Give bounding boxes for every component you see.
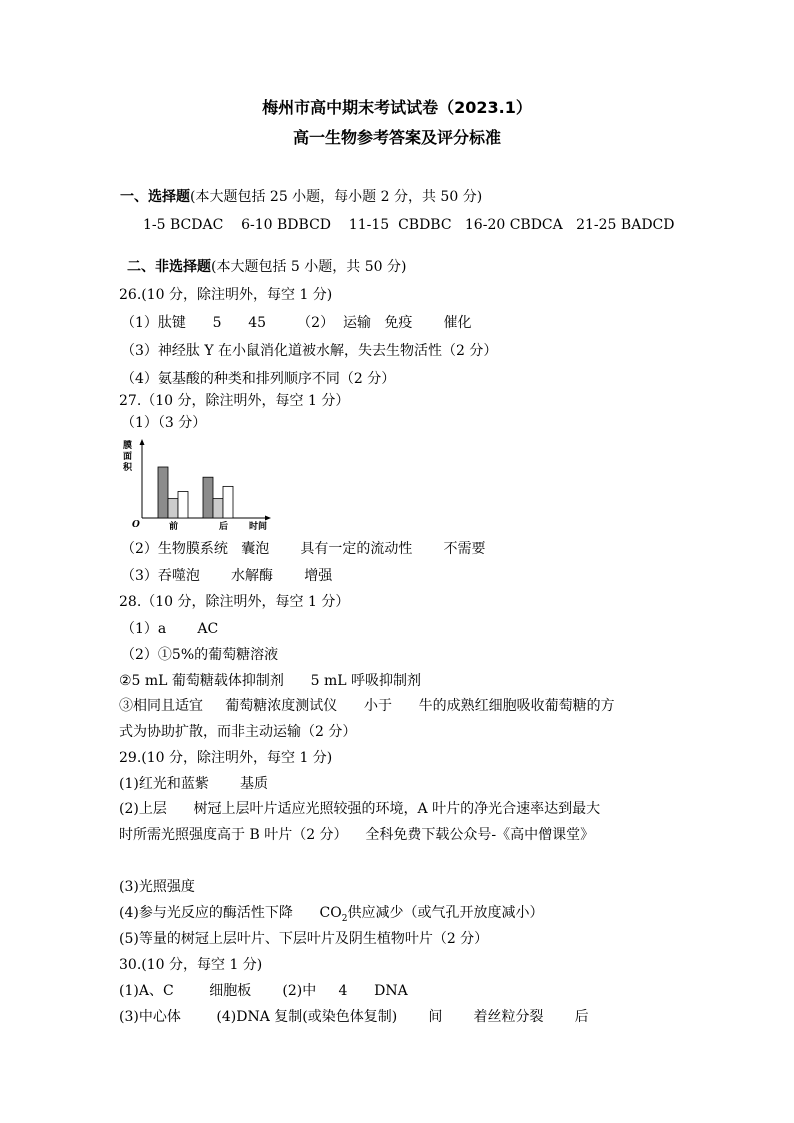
y-label-char-1: 膜 [123,441,133,451]
q26-line3: （4）氨基酸的种类和排列顺序不同（2 分） [121,371,396,387]
q29-line4: (3)光照强度 [119,879,195,895]
document-subtitle: 高一生物参考答案及评分标准 [292,128,501,147]
q28-head: 28.（10 分，除注明外，每空 1 分） [119,594,350,610]
q27-head: 27.（10 分，除注明外，每空 1 分） [119,393,350,409]
q26-line1: （1）肽键 5 45 （2） 运输 免疫 催化 [121,315,472,331]
q30-line2: (3)中心体 (4)DNA 复制(或染色体复制) 间 着丝粒分裂 后 [119,1009,589,1025]
q28-line1: （1）a AC [121,621,219,637]
section2-heading: 二、非选择题 [127,259,211,275]
bar-after-series-1 [203,477,213,518]
x-axis-arrow [265,516,271,521]
q28-line4: ③相同且适宜 葡萄糖浓度测试仪 小于 牛的成熟红细胞吸收葡萄糖的方 [119,698,615,714]
q29-line3: 时所需光照强度高于 B 叶片（2 分） 全科免费下载公众号-《高中僧课堂》 [119,827,595,843]
q27-line3: （3）吞噬泡 水解酶 增强 [121,568,333,584]
q29-line2: (2)上层 树冠上层叶片适应光照较强的环境，A 叶片的净光合速率达到最大 [119,801,601,817]
section2-desc: (本大题包括 5 小题，共 50 分) [211,259,407,275]
membrane-area-chart [118,436,278,536]
q30-head: 30.(10 分，每空 1 分) [119,957,263,973]
q29-line5-pre: (4)参与光反应的酶活性下降 CO [119,905,342,921]
section1-title [120,188,482,206]
q26-head: 26.(10 分，除注明外，每空 1 分) [119,287,333,303]
y-label-char-3: 积 [123,463,133,473]
origin-label: O [132,520,140,530]
q29-line1: (1)红光和蓝紫 基质 [119,776,268,792]
x-tick-before: 前 [169,522,179,532]
q27-line1: （1）（3 分） [121,415,207,431]
q29-line5 [119,904,543,928]
chart-bars [158,467,233,518]
y-label-char-2: 面 [123,452,133,462]
q30-line1: (1)A、C 细胞板 (2)中 4 DNA [119,983,408,999]
co2-subscript: 2 [341,913,348,924]
q28-line5: 式为协助扩散，而非主动运输（2 分） [119,724,357,740]
section2-title [127,258,406,276]
q29-head: 29.(10 分，除注明外，每空 1 分) [119,750,333,766]
document-title: 梅州市高中期末考试试卷（2023.1） [262,98,532,117]
y-axis-label [123,439,133,473]
x-tick-after: 后 [219,522,229,532]
q29-line5-post: 供应减少（或气孔开放度减小） [347,905,544,921]
y-axis-arrow [140,439,145,445]
x-axis-label: 时间 [249,522,268,532]
q26-line2: （3）神经肽 Y 在小鼠消化道被水解，失去生物活性（2 分） [121,343,498,359]
section1-desc: (本大题包括 25 小题，每小题 2 分，共 50 分) [190,189,483,205]
q28-line2: （2）①5%的葡萄糖溶液 [121,647,279,663]
q29-line6: (5)等量的树冠上层叶片、下层叶片及阴生植物叶片（2 分） [119,931,489,947]
q27-line2: （2）生物膜系统 囊泡 具有一定的流动性 不需要 [121,541,486,557]
bar-after-series-3 [223,486,233,518]
bar-after-series-2 [213,499,223,518]
bar-before-series-2 [168,499,178,518]
q28-line3: ②5 mL 葡萄糖载体抑制剂 5 mL 呼吸抑制剂 [119,673,422,689]
bar-before-series-1 [158,467,168,518]
section1-heading: 一、选择题 [120,189,190,205]
section1-answers: 1-5 BCDAC 6-10 BDBCD 11-15 CBDBC 16-20 CBDCA 21-25 BADCD [143,217,675,233]
bar-before-series-3 [178,491,188,518]
